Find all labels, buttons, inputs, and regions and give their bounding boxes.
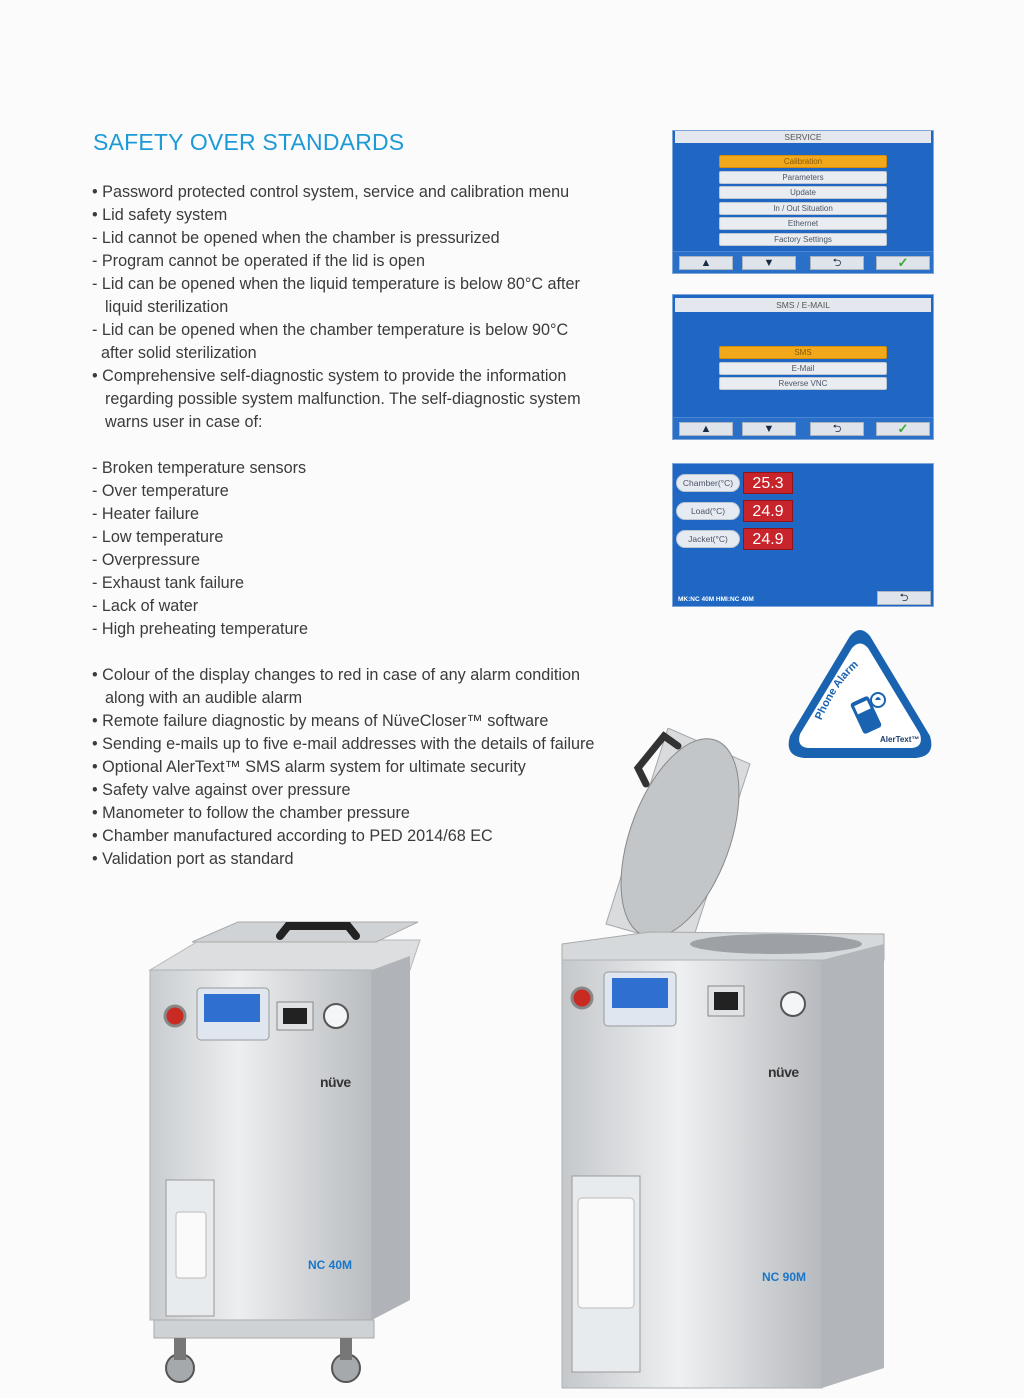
diagnostic-item: - Exhaust tank failure <box>92 574 245 592</box>
feature-list <box>92 181 632 871</box>
menu-item-email[interactable]: E-Mail <box>719 362 887 375</box>
reading-value: 24.9 <box>743 500 793 522</box>
feature-item: • Comprehensive self-diagnostic system to provide the information <box>92 367 567 385</box>
feature-item: • Safety valve against over pressure <box>92 781 351 799</box>
confirm-button[interactable]: ✓ <box>876 422 930 436</box>
screen-navbar <box>673 251 933 273</box>
temperature-screen <box>672 463 934 607</box>
menu-item-parameters[interactable]: Parameters <box>719 171 887 184</box>
feature-item: - Lid can be opened when the chamber temperature is below 90°C <box>92 321 569 339</box>
up-arrow-button[interactable]: ▲ <box>679 256 733 270</box>
brand-logo: nüve <box>768 1064 799 1080</box>
menu-item-ethernet[interactable]: Ethernet <box>719 217 887 230</box>
menu-item-factory-settings[interactable]: Factory Settings <box>719 233 887 246</box>
diagnostic-item: - Lack of water <box>92 597 199 615</box>
feature-item: warns user in case of: <box>105 413 263 431</box>
feature-item: - Lid cannot be opened when the chamber is pressurized <box>92 229 500 247</box>
service-menu <box>719 155 887 249</box>
screen-title: SMS / E-MAIL <box>675 298 931 312</box>
badge-brand: AlerText™ <box>880 735 920 744</box>
feature-item: • Manometer to follow the chamber pressure <box>92 804 410 822</box>
reading-value: 24.9 <box>743 528 793 550</box>
feature-item: • Chamber manufactured according to PED 2014/68 EC <box>92 827 493 845</box>
sms-email-screen <box>672 294 934 440</box>
menu-item-update[interactable]: Update <box>719 186 887 199</box>
feature-item: • Remote failure diagnostic by means of NüveCloser™ software <box>92 712 549 730</box>
reading-label: Jacket(°C) <box>676 530 740 548</box>
back-button[interactable]: ⮌ <box>877 591 931 605</box>
confirm-button[interactable]: ✓ <box>876 256 930 270</box>
up-arrow-button[interactable]: ▲ <box>679 422 733 436</box>
feature-item: • Lid safety system <box>92 206 228 224</box>
nc40m-autoclave-image <box>140 918 430 1392</box>
feature-item: regarding possible system malfunction. The self-diagnostic system <box>105 390 581 408</box>
feature-item: along with an audible alarm <box>105 689 303 707</box>
diagnostic-item: - Over temperature <box>92 482 229 500</box>
brand-logo: nüve <box>320 1074 351 1090</box>
model-label: NC 90M <box>762 1270 807 1284</box>
menu-item-reverse-vnc[interactable]: Reverse VNC <box>719 377 887 390</box>
menu-item-in-out-situation[interactable]: In / Out Situation <box>719 202 887 215</box>
reading-value: 25.3 <box>743 472 793 494</box>
diagnostic-item: - Broken temperature sensors <box>92 459 307 477</box>
feature-item: • Optional AlerText™ SMS alarm system for ultimate security <box>92 758 526 776</box>
feature-item: • Validation port as standard <box>92 850 294 868</box>
sms-menu <box>719 346 887 393</box>
model-label: NC 40M <box>308 1258 353 1272</box>
diagnostic-item: - Heater failure <box>92 505 200 523</box>
badge-curve-text: Phone Alarm <box>812 658 861 722</box>
feature-item: • Colour of the display changes to red in case of any alarm condition <box>92 666 580 684</box>
back-button[interactable]: ⮌ <box>810 256 864 270</box>
reading-label: Load(°C) <box>676 502 740 520</box>
menu-item-calibration[interactable]: Calibration <box>719 155 887 168</box>
reading-label: Chamber(°C) <box>676 474 740 492</box>
diagnostic-item: - High preheating temperature <box>92 620 308 638</box>
screen-title: SERVICE <box>675 131 931 143</box>
page-title: SAFETY OVER STANDARDS <box>93 129 405 155</box>
feature-item: - Program cannot be operated if the lid is open <box>92 252 425 270</box>
feature-item: • Password protected control system, service and calibration menu <box>92 183 570 201</box>
down-arrow-button[interactable]: ▼ <box>742 422 796 436</box>
back-button[interactable]: ⮌ <box>810 422 864 436</box>
screen-navbar <box>673 417 933 439</box>
feature-item: liquid sterilization <box>105 298 229 316</box>
feature-item: • Sending e-mails up to five e-mail addresses with the details of failure <box>92 735 595 753</box>
down-arrow-button[interactable]: ▼ <box>742 256 796 270</box>
nc90m-autoclave-image <box>560 728 886 1392</box>
feature-item: after solid sterilization <box>101 344 257 362</box>
model-info: MK:NC 40M HMI:NC 40M <box>678 596 754 603</box>
feature-item: - Lid can be opened when the liquid temperature is below 80°C after <box>92 275 580 293</box>
menu-item-sms[interactable]: SMS <box>719 346 887 359</box>
service-screen <box>672 130 934 274</box>
diagnostic-item: - Overpressure <box>92 551 200 569</box>
diagnostic-item: - Low temperature <box>92 528 224 546</box>
